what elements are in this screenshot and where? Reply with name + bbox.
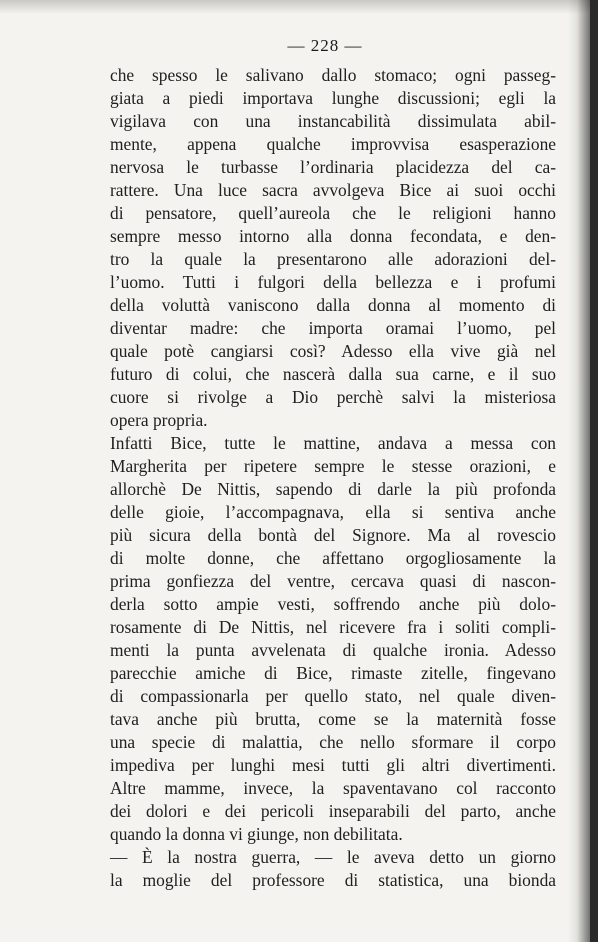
text-line: Infatti Bice, tutte le mattine, andava a messa con bbox=[110, 433, 556, 453]
text-line: più sicura della bontà del Signore. Ma al rovescio bbox=[110, 525, 556, 545]
page-number-text: — 228 — bbox=[287, 36, 363, 55]
text-line: futuro di colui, che nascerà dalla sua carne, e il suo bbox=[110, 364, 556, 384]
text-line: diventar madre: che importa oramai l’uomo, pel bbox=[110, 318, 556, 338]
text-line: mente, appena qualche improvvisa esasperazione bbox=[110, 134, 556, 154]
text-line: cuore si rivolge a Dio perchè salvi la misteriosa bbox=[110, 387, 556, 407]
text-line: di pensatore, quell’aureola che le religioni hanno bbox=[110, 203, 556, 223]
text-line: giata a piedi importava lunghe discussioni; egli la bbox=[110, 88, 556, 108]
text-line: delle gioie, l’accompagnava, ella si sentiva anche bbox=[110, 502, 556, 522]
binding-edge bbox=[590, 0, 598, 942]
text-line: sempre messo intorno alla donna fecondata, e den- bbox=[110, 226, 556, 246]
text-line: derla sotto ampie vesti, soffrendo anche più dolo- bbox=[110, 594, 556, 614]
page-top-shadow bbox=[0, 0, 598, 14]
text-line: della voluttà vaniscono dalla donna al momento di bbox=[110, 295, 556, 315]
text-line: di compassionarla per quello stato, nel quale diven- bbox=[110, 686, 556, 706]
text-line: di molte donne, che affettano orgogliosamente la bbox=[110, 548, 556, 568]
text-line: Altre mamme, invece, la spaventavano col racconto bbox=[110, 778, 556, 798]
text-line: impediva per lunghi mesi tutti gli altri divertimenti. bbox=[110, 755, 556, 775]
text-line: Margherita per ripetere sempre le stesse orazioni, e bbox=[110, 456, 556, 476]
text-line: — È la nostra guerra, — le aveva detto un giorno bbox=[110, 847, 556, 867]
text-line: allorchè De Nittis, sapendo di darle la più profonda bbox=[110, 479, 556, 499]
text-line: rosamente di De Nittis, nel ricevere fra i soliti compli- bbox=[110, 617, 556, 637]
text-line: tava anche più brutta, come se la maternità fosse bbox=[110, 709, 556, 729]
text-line: dei dolori e dei pericoli inseparabili del parto, anche bbox=[110, 801, 556, 821]
text-line: la moglie del professore di statistica, una bionda bbox=[110, 870, 556, 890]
text-line: vigilava con una instancabilità dissimulata abil- bbox=[110, 111, 556, 131]
text-line: parecchie amiche di Bice, rimaste zitelle, fingevano bbox=[110, 663, 556, 683]
text-line: nervosa le turbasse l’ordinaria placidezza del ca- bbox=[110, 157, 556, 177]
text-line: quale potè cangiarsi così? Adesso ella vive già nel bbox=[110, 341, 556, 361]
page-number bbox=[0, 36, 598, 56]
text-line: quando la donna vi giunge, non debilitata. bbox=[110, 824, 403, 844]
text-line: una specie di malattia, che nello sformare il corpo bbox=[110, 732, 556, 752]
body-text bbox=[110, 64, 556, 892]
text-line: opera propria. bbox=[110, 410, 208, 430]
text-line: che spesso le salivano dallo stomaco; ogni passeg- bbox=[110, 65, 556, 85]
text-line: menti la punta avvelenata di qualche ironia. Adesso bbox=[110, 640, 556, 660]
text-line: prima gonfiezza del ventre, cercava quasi di nascon- bbox=[110, 571, 556, 591]
text-line: tro la quale la presentarono alle adorazioni del- bbox=[110, 249, 556, 269]
text-line: l’uomo. Tutti i fulgori della bellezza e i profumi bbox=[110, 272, 556, 292]
text-line: rattere. Una luce sacra avvolgeva Bice ai suoi occhi bbox=[110, 180, 556, 200]
